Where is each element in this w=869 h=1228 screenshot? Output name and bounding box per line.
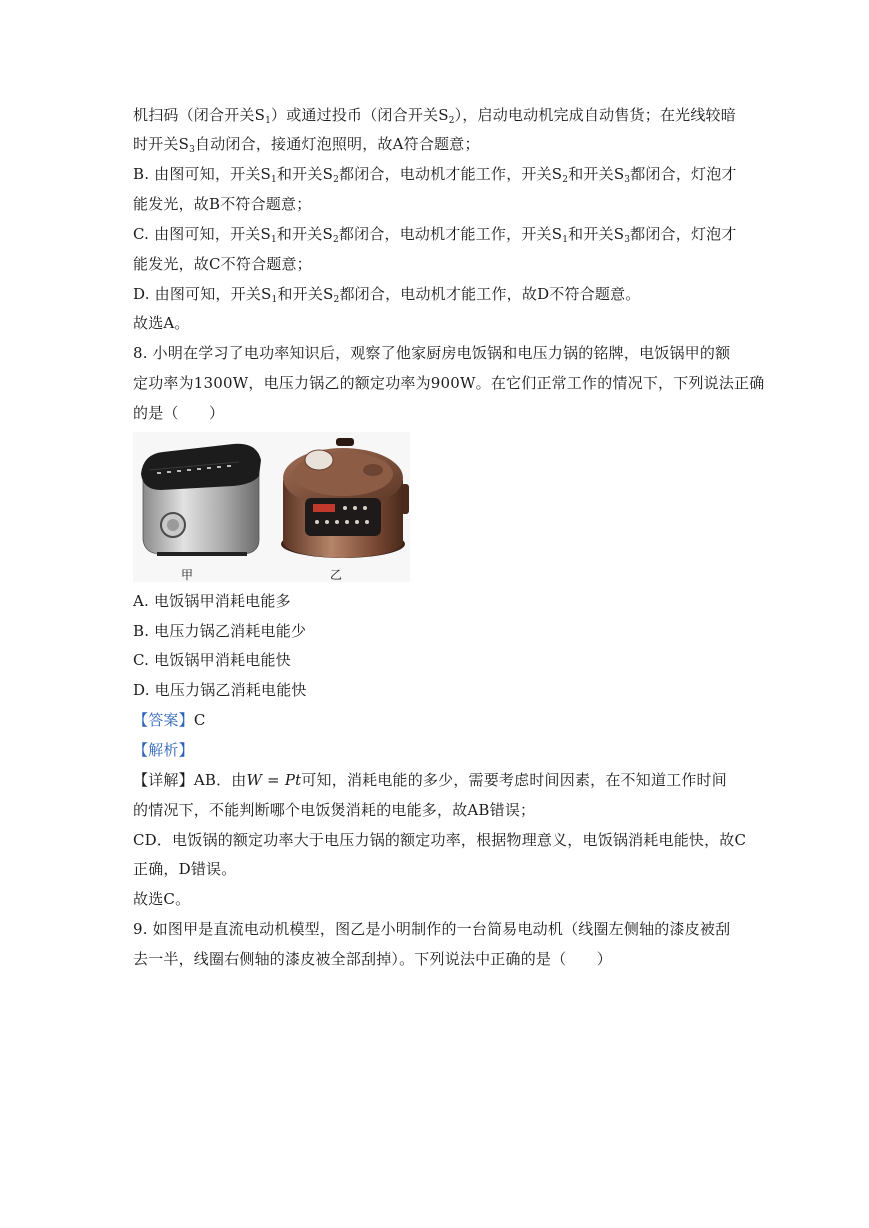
q8-detail-line-4: 正确，D错误。 (133, 860, 237, 878)
q8-option-a: A. 电饭锅甲消耗电能多 (133, 592, 291, 610)
prev-choice: 故选A。 (133, 314, 190, 332)
q8-option-c: C. 电饭锅甲消耗电能快 (133, 651, 291, 669)
prev-analysis-line-2: 时开关$S_3$自动闭合，接通灯泡照明，故A符合题意； (133, 135, 480, 155)
cookers-illustration (133, 432, 410, 582)
prev-option-d-line-1: D. 由图可知，开关$S_1$和开关$S_2$都闭合，电动机才能工作，故D不符合题意。 (133, 285, 641, 305)
formula-w: W (246, 771, 263, 789)
figure-label-jia: 甲 (181, 568, 194, 582)
q8-option-b: B. 电压力锅乙消耗电能少 (133, 622, 307, 640)
q8-choice: 故选C。 (133, 890, 191, 908)
q8-answer (133, 709, 206, 731)
detail-tag: 【详解】 (133, 771, 194, 789)
q8-detail-line-2: 的情况下，不能判断哪个电饭煲消耗的电能多，故AB错误； (133, 801, 536, 819)
rice-cooker-jia (141, 444, 261, 556)
q8-stem-line-3: 的是（ ） (133, 404, 225, 422)
q8-detail-line-3: CD．电饭锅的额定功率大于电压力锅的额定功率，根据物理意义，电饭锅消耗电能快，故C (133, 831, 747, 849)
prev-option-b-line-1: B. 由图可知，开关$S_1$和开关$S_2$都闭合，电动机才能工作，开关$S_2$和开关$S_3$都闭合，灯泡才 (133, 165, 737, 185)
prev-option-c-line-1: C. 由图可知，开关$S_1$和开关$S_2$都闭合，电动机才能工作，开关$S_1$和开关$S_3$都闭合，灯泡才 (133, 225, 737, 245)
prev-option-c-line-2: 能发光，故C不符合题意； (133, 255, 312, 273)
q8-option-d: D. 电压力锅乙消耗电能快 (133, 681, 307, 699)
q9-stem-line-1: 9. 如图甲是直流电动机模型，图乙是小明制作的一台简易电动机（线圈左侧轴的漆皮被刮 (133, 920, 731, 938)
prev-option-b-line-2: 能发光，故B不符合题意； (133, 195, 312, 213)
q8-figure-cookers (133, 432, 410, 582)
q8-detail-line-1: 【详解】AB．由W = Pt可知，消耗电能的多少，需要考虑时间因素，在不知道工作时间 (133, 771, 727, 789)
answer-value: C (193, 711, 206, 729)
q8-stem-line-1: 8. 小明在学习了电功率知识后，观察了他家厨房电饭锅和电压力锅的铭牌，电饭锅甲的额 (133, 344, 731, 362)
prev-analysis-line-1: 机扫码（闭合开关$S_1$）或通过投币（闭合开关$S_2$），启动电动机完成自动售货；在光线较暗 (133, 106, 736, 126)
figure-label-yi: 乙 (330, 568, 343, 582)
q8-stem-line-2: 定功率为1300W，电压力锅乙的额定功率为900W。在它们正常工作的情况下，下列说法正确 (133, 374, 765, 392)
q8-analysis-tag: 【解析】 (133, 741, 194, 759)
formula-pt: Pt (284, 771, 302, 789)
q9-stem-line-2: 去一半，线圈右侧轴的漆皮被全部刮掉）。下列说法中正确的是（ ） (133, 950, 612, 968)
answer-tag: 【答案】 (133, 711, 194, 729)
